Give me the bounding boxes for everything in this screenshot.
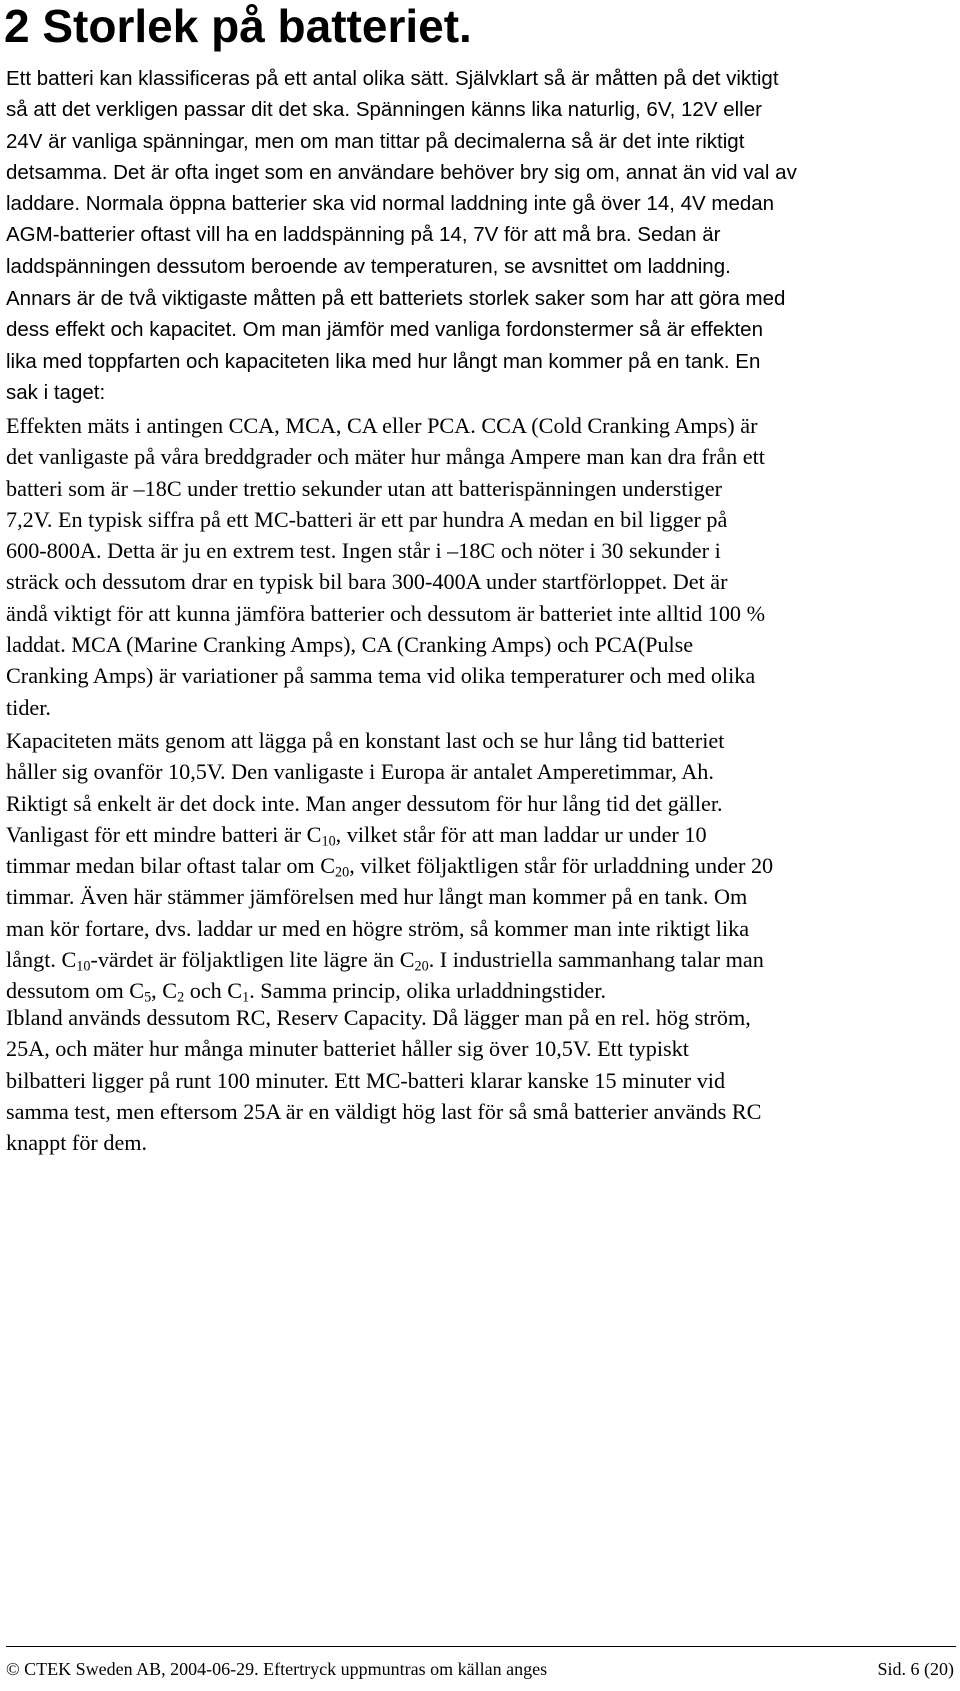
text-line: sak i taget: xyxy=(6,380,106,404)
text-line: laddat. MCA (Marine Cranking Amps), CA (Cranking Amps) och PCA(Pulse xyxy=(6,632,694,658)
text-line: laddspänningen dessutom beroende av temperaturen, se avsnittet om laddning. xyxy=(6,254,731,278)
text-line: Annars är de två viktigaste måtten på ett batteriets storlek saker som har att göra med xyxy=(6,287,786,310)
page-title: 2 Storlek på batteriet. xyxy=(4,0,472,52)
text-line: 24V är vanliga spänningar, men om man tittar på decimalerna så är det inte riktigt xyxy=(6,129,745,153)
text-line: Kapaciteten mäts genom att lägga på en konstant last och se hur lång tid batteriet xyxy=(6,728,725,753)
text-line: 7,2V. En typisk siffra på ett MC-batteri är ett par hundra A medan en bil ligger på xyxy=(6,506,728,532)
paragraph-size-measures xyxy=(6,283,956,408)
subscript: 10 xyxy=(321,833,336,850)
text-line: det vanligaste på våra breddgrader och mäter hur många Ampere man kan dra från ett xyxy=(6,444,765,470)
text-line: Ett batteri kan klassificeras på ett antal olika sätt. Självklart så är måtten på det viktigt xyxy=(6,67,779,90)
text-run: , vilket följaktligen står för urladdning under 20 xyxy=(349,853,774,879)
text-line: 25A, och mäter hur många minuter batteriet håller sig över 10,5V. Ett typiskt xyxy=(6,1036,689,1062)
text-line: håller sig ovanför 10,5V. Den vanligaste i Europa är antalet Amperetimmar, Ah. xyxy=(6,759,714,785)
text-line: man kör fortare, dvs. laddar ur med en högre ström, så kommer man inte riktigt lika xyxy=(6,915,750,941)
subscript: 20 xyxy=(335,864,350,881)
text-line: så att det verkligen passar dit det ska. Spänningen känns lika naturlig, 6V, 12V eller xyxy=(6,98,762,122)
text-line xyxy=(6,944,956,975)
paragraph-power xyxy=(6,410,956,723)
text-line: batteri som är –18C under trettio sekunder utan att batterispänningen understiger xyxy=(6,475,722,501)
text-line: Cranking Amps) är variationer på samma tema vid olika temperaturer och med olika xyxy=(6,663,756,689)
text-line: lika med toppfarten och kapaciteten lika med hur långt man kommer på en tank. En xyxy=(6,349,761,373)
text-line: 600-800A. Detta är ju en extrem test. Ingen står i –18C och nöter i 30 sekunder i xyxy=(6,538,721,564)
text-run: , vilket står för att man laddar ur under 10 xyxy=(335,821,707,847)
text-line: detsamma. Det är ofta inget som en användare behöver bry sig om, annat än vid val av xyxy=(6,160,797,184)
text-run: . Samma princip, olika urladdningstider. xyxy=(249,978,606,1004)
paragraph-voltage xyxy=(6,63,956,282)
subscript: 2 xyxy=(177,989,185,1006)
footer-copyright: © CTEK Sweden AB, 2004-06-29. Eftertryck uppmuntras om källan anges xyxy=(6,1659,548,1679)
text-line: tider. xyxy=(6,694,51,720)
text-line: laddare. Normala öppna batterier ska vid normal laddning inte gå över 14, 4V medan xyxy=(6,192,775,216)
text-line: knappt för dem. xyxy=(6,1130,148,1156)
text-line: bilbatteri ligger på runt 100 minuter. Ett MC-batteri klarar kanske 15 minuter vid xyxy=(6,1067,726,1093)
text-line: timmar. Även här stämmer jämförelsen med hur långt man kommer på en tank. Om xyxy=(6,884,748,910)
text-line: dess effekt och kapacitet. Om man jämför med vanliga fordonstermer så är effekten xyxy=(6,318,763,342)
text-line: Effekten mäts i antingen CCA, MCA, CA eller PCA. CCA (Cold Cranking Amps) är xyxy=(6,413,758,438)
subscript: 10 xyxy=(76,958,91,975)
text-line xyxy=(6,850,956,881)
subscript: 20 xyxy=(414,958,429,975)
footer-page-number: Sid. 6 (20) xyxy=(877,1659,954,1679)
text-run: dessutom om C xyxy=(6,978,145,1004)
text-run: . I industriella sammanhang talar man xyxy=(428,947,764,973)
subscript: 5 xyxy=(144,989,152,1006)
subscript: 1 xyxy=(242,989,250,1006)
text-run: och C xyxy=(184,978,243,1004)
text-line: sträck och dessutom drar en typisk bil bara 300-400A under startförloppet. Det är xyxy=(6,569,728,595)
text-run: -värdet är följaktligen lite lägre än C xyxy=(90,947,415,973)
text-run: timmar medan bilar oftast talar om C xyxy=(6,853,336,879)
text-line: Riktigt så enkelt är det dock inte. Man anger dessutom för hur lång tid det gäller. xyxy=(6,790,723,816)
text-line: Ibland används dessutom RC, Reserv Capacity. Då lägger man på en rel. hög ström, xyxy=(6,1005,751,1030)
text-line: samma test, men eftersom 25A är en väldigt hög last för så små batterier används RC xyxy=(6,1098,762,1124)
text-line: AGM-batterier oftast vill ha en laddspänning på 14, 7V för att må bra. Sedan är xyxy=(6,223,721,247)
paragraph-capacity xyxy=(6,725,956,1007)
paragraph-reserve-capacity xyxy=(6,1002,956,1158)
text-run: långt. C xyxy=(6,947,77,973)
text-line xyxy=(6,819,956,850)
text-run: , C xyxy=(151,978,178,1004)
footer-divider xyxy=(6,1646,956,1647)
text-line: ändå viktigt för att kunna jämföra batterier och dessutom är batteriet inte alltid 100 % xyxy=(6,600,766,626)
text-run: Vanligast för ett mindre batteri är C xyxy=(6,821,322,847)
